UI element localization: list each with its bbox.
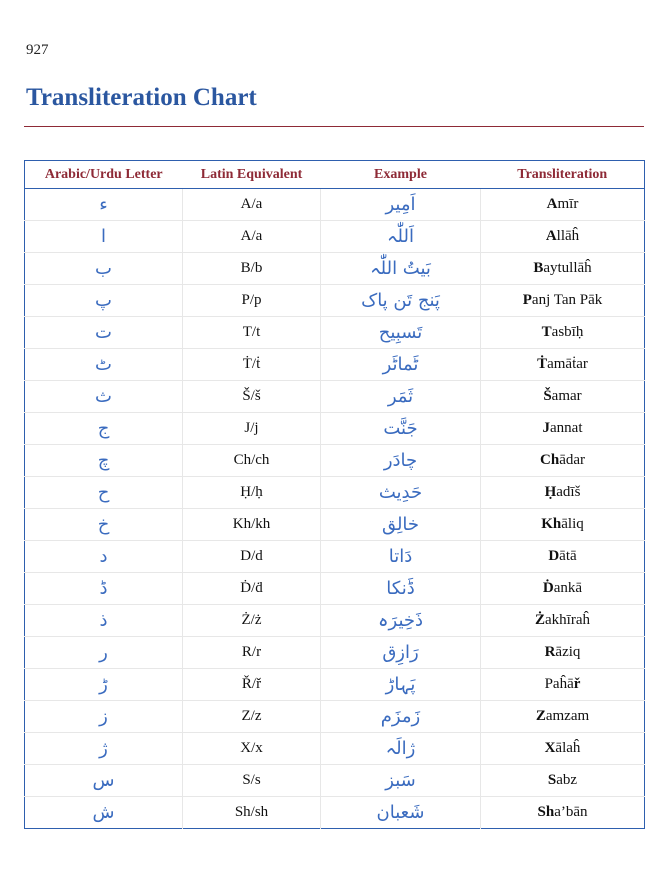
page-title: Transliteration Chart bbox=[26, 84, 257, 111]
letter-cell: ڑ bbox=[25, 669, 183, 701]
transliteration-rest: mīr bbox=[557, 196, 579, 212]
transliteration-rest: amar bbox=[551, 388, 582, 404]
transliteration-cell bbox=[481, 253, 645, 285]
transliteration-rest: āziq bbox=[555, 644, 581, 660]
transliteration-rest: aytullāĥ bbox=[543, 260, 592, 276]
latin-equivalent-cell: S/s bbox=[183, 765, 321, 797]
letter-cell: ر bbox=[25, 637, 183, 669]
transliteration-cell bbox=[481, 669, 645, 701]
transliteration-cell bbox=[481, 189, 645, 221]
example-cell: خالِق bbox=[321, 509, 481, 541]
transliteration-initial: Z bbox=[535, 708, 546, 724]
transliteration-rest: asbīḥ bbox=[551, 324, 584, 340]
example-cell: بَیتُ اللّٰہ bbox=[321, 253, 481, 285]
transliteration-cell bbox=[481, 701, 645, 733]
example-cell: ثَمَر bbox=[321, 381, 481, 413]
transliteration-initial: D bbox=[548, 548, 560, 564]
example-cell: دَاتا bbox=[321, 541, 481, 573]
table-row bbox=[25, 189, 645, 221]
transliteration-initial: Ḥ bbox=[544, 484, 557, 500]
latin-equivalent-cell: Z/z bbox=[183, 701, 321, 733]
transliteration-rest: adīš bbox=[556, 484, 581, 500]
table-row bbox=[25, 797, 645, 829]
transliteration-cell bbox=[481, 765, 645, 797]
example-cell: سَبز bbox=[321, 765, 481, 797]
transliteration-rest: Paĥā bbox=[544, 676, 574, 692]
transliteration-cell bbox=[481, 541, 645, 573]
example-cell: زَمزَم bbox=[321, 701, 481, 733]
table-body bbox=[25, 189, 645, 829]
transliteration-initial: Š bbox=[543, 388, 552, 404]
transliteration-highlight: ř bbox=[573, 676, 581, 692]
latin-equivalent-cell: T/t bbox=[183, 317, 321, 349]
transliteration-rest: a’bān bbox=[554, 804, 588, 820]
latin-equivalent-cell: Ṫ/ṫ bbox=[183, 349, 321, 381]
transliteration-rest: ātā bbox=[559, 548, 577, 564]
transliteration-table bbox=[24, 160, 645, 829]
example-cell: ژالَہ bbox=[321, 733, 481, 765]
transliteration-initial: X bbox=[544, 740, 556, 756]
example-cell: اَمِیر bbox=[321, 189, 481, 221]
transliteration-cell bbox=[481, 509, 645, 541]
letter-cell: س bbox=[25, 765, 183, 797]
latin-equivalent-cell: Ż/ż bbox=[183, 605, 321, 637]
table-row bbox=[25, 349, 645, 381]
transliteration-rest: ankā bbox=[553, 580, 583, 596]
transliteration-initial: A bbox=[545, 228, 557, 244]
latin-equivalent-cell: A/a bbox=[183, 221, 321, 253]
example-cell: پَہاڑ bbox=[321, 669, 481, 701]
header-arabic-urdu-letter: Arabic/Urdu Letter bbox=[25, 161, 183, 189]
transliteration-cell bbox=[481, 637, 645, 669]
title-divider bbox=[24, 126, 644, 127]
transliteration-cell bbox=[481, 221, 645, 253]
transliteration-cell bbox=[481, 381, 645, 413]
example-cell: ذَخِیرَہ bbox=[321, 605, 481, 637]
example-cell: ٹَماٹَر bbox=[321, 349, 481, 381]
transliteration-cell bbox=[481, 797, 645, 829]
table-row bbox=[25, 445, 645, 477]
table-row bbox=[25, 285, 645, 317]
latin-equivalent-cell: Kh/kh bbox=[183, 509, 321, 541]
transliteration-cell bbox=[481, 413, 645, 445]
transliteration-initial: Sh bbox=[537, 804, 555, 820]
transliteration-initial: Ḋ bbox=[542, 580, 554, 596]
transliteration-initial: Ż bbox=[535, 612, 546, 628]
table-row bbox=[25, 221, 645, 253]
latin-equivalent-cell: Š/š bbox=[183, 381, 321, 413]
table-row bbox=[25, 701, 645, 733]
transliteration-cell bbox=[481, 477, 645, 509]
transliteration-rest: anj Tan Pāk bbox=[531, 292, 603, 308]
transliteration-rest: annat bbox=[550, 420, 583, 436]
page-number: 927 bbox=[26, 42, 49, 58]
table-row bbox=[25, 765, 645, 797]
table-row bbox=[25, 605, 645, 637]
example-cell: رَازِق bbox=[321, 637, 481, 669]
example-cell: چادَر bbox=[321, 445, 481, 477]
transliteration-initial: B bbox=[533, 260, 544, 276]
transliteration-rest: ādar bbox=[559, 452, 585, 468]
transliteration-initial: Kh bbox=[541, 516, 562, 532]
letter-cell: ژ bbox=[25, 733, 183, 765]
example-cell: جَنَّت bbox=[321, 413, 481, 445]
transliteration-rest: āliq bbox=[561, 516, 584, 532]
transliteration-initial: J bbox=[542, 420, 550, 436]
transliteration-rest: abz bbox=[556, 772, 578, 788]
letter-cell: ش bbox=[25, 797, 183, 829]
transliteration-cell bbox=[481, 733, 645, 765]
header-latin-equivalent: Latin Equivalent bbox=[183, 161, 321, 189]
letter-cell: ث bbox=[25, 381, 183, 413]
table-row bbox=[25, 477, 645, 509]
transliteration-initial: R bbox=[544, 644, 556, 660]
table-row bbox=[25, 541, 645, 573]
letter-cell: ج bbox=[25, 413, 183, 445]
transliteration-rest: ālaĥ bbox=[555, 740, 581, 756]
transliteration-initial: A bbox=[546, 196, 558, 212]
letter-cell: ز bbox=[25, 701, 183, 733]
letter-cell: ب bbox=[25, 253, 183, 285]
table-row bbox=[25, 669, 645, 701]
latin-equivalent-cell: Ḋ/ḋ bbox=[183, 573, 321, 605]
transliteration-initial: S bbox=[547, 772, 557, 788]
transliteration-cell bbox=[481, 445, 645, 477]
latin-equivalent-cell: P/p bbox=[183, 285, 321, 317]
latin-equivalent-cell: J/j bbox=[183, 413, 321, 445]
example-cell: تَسبِیح bbox=[321, 317, 481, 349]
transliteration-rest: llāĥ bbox=[556, 228, 580, 244]
table-row bbox=[25, 733, 645, 765]
example-cell: شَعبان bbox=[321, 797, 481, 829]
transliteration-rest: akhīraĥ bbox=[545, 612, 590, 628]
letter-cell: ا bbox=[25, 221, 183, 253]
table-row bbox=[25, 573, 645, 605]
transliteration-cell bbox=[481, 605, 645, 637]
letter-cell: ڈ bbox=[25, 573, 183, 605]
latin-equivalent-cell: Ḥ/ḥ bbox=[183, 477, 321, 509]
letter-cell: ٹ bbox=[25, 349, 183, 381]
latin-equivalent-cell: X/x bbox=[183, 733, 321, 765]
table-row bbox=[25, 253, 645, 285]
latin-equivalent-cell: Ř/ř bbox=[183, 669, 321, 701]
example-cell: پَنج تَن پاک bbox=[321, 285, 481, 317]
latin-equivalent-cell: A/a bbox=[183, 189, 321, 221]
transliteration-rest: amzam bbox=[545, 708, 590, 724]
table-row bbox=[25, 509, 645, 541]
letter-cell: چ bbox=[25, 445, 183, 477]
transliteration-initial: Ṫ bbox=[537, 356, 548, 372]
letter-cell: د bbox=[25, 541, 183, 573]
example-cell: ڈَنکا bbox=[321, 573, 481, 605]
transliteration-initial: P bbox=[522, 292, 532, 308]
transliteration-cell bbox=[481, 573, 645, 605]
letter-cell: خ bbox=[25, 509, 183, 541]
latin-equivalent-cell: Sh/sh bbox=[183, 797, 321, 829]
header-example: Example bbox=[321, 161, 481, 189]
table-row bbox=[25, 381, 645, 413]
table-row bbox=[25, 637, 645, 669]
table-row bbox=[25, 317, 645, 349]
transliteration-cell bbox=[481, 317, 645, 349]
letter-cell: ح bbox=[25, 477, 183, 509]
letter-cell: پ bbox=[25, 285, 183, 317]
example-cell: اَللّٰہ bbox=[321, 221, 481, 253]
header-transliteration: Transliteration bbox=[481, 161, 645, 189]
transliteration-cell bbox=[481, 349, 645, 381]
transliteration-cell bbox=[481, 285, 645, 317]
table-row bbox=[25, 413, 645, 445]
transliteration-initial: T bbox=[541, 324, 552, 340]
example-cell: حَدِیث bbox=[321, 477, 481, 509]
letter-cell: ء bbox=[99, 194, 108, 215]
table-header-row bbox=[25, 161, 645, 189]
latin-equivalent-cell: D/d bbox=[183, 541, 321, 573]
latin-equivalent-cell: R/r bbox=[183, 637, 321, 669]
transliteration-rest: amāṫar bbox=[547, 356, 588, 372]
letter-cell: ت bbox=[25, 317, 183, 349]
latin-equivalent-cell: Ch/ch bbox=[183, 445, 321, 477]
letter-cell: ذ bbox=[25, 605, 183, 637]
transliteration-initial: Ch bbox=[540, 452, 560, 468]
latin-equivalent-cell: B/b bbox=[183, 253, 321, 285]
